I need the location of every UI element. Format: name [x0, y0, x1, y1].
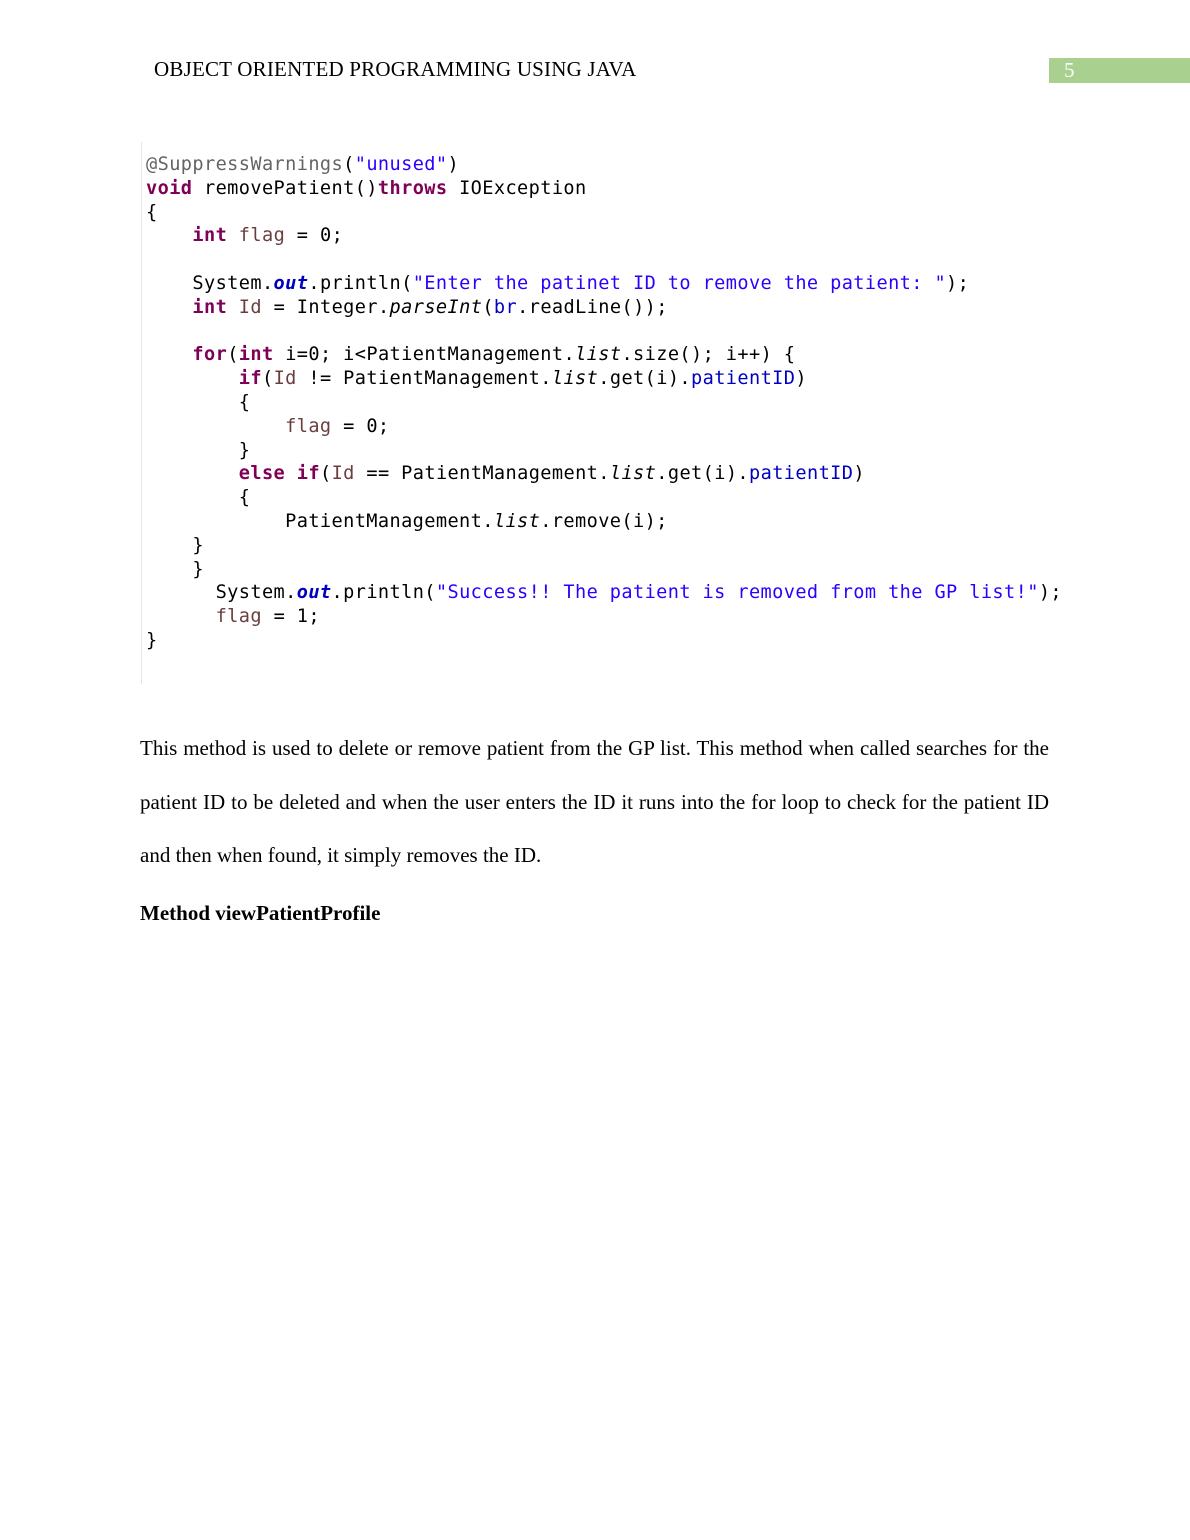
running-header-title: OBJECT ORIENTED PROGRAMMING USING JAVA	[154, 57, 637, 81]
code-line: {	[146, 391, 251, 413]
code-line: }	[146, 558, 204, 580]
code-line: int flag = 0;	[192, 225, 344, 247]
code-screenshot	[141, 142, 1102, 684]
code-line: @SuppressWarnings("unused")	[146, 154, 460, 175]
page-number-badge: 5	[1049, 58, 1190, 83]
code-line: flag = 0;	[285, 415, 390, 437]
code-line: }	[146, 534, 204, 556]
code-line: for(int i=0; i<PatientManagement.list.size(); i++) {	[192, 344, 796, 366]
code-line: void removePatient()throws IOException	[146, 177, 587, 199]
code-line: {	[146, 201, 158, 223]
code-line: {	[146, 487, 251, 509]
code-line: if(Id != PatientManagement.list.get(i).patientID)	[238, 368, 807, 390]
code-line	[146, 248, 1062, 272]
code-line: flag = 1;	[215, 606, 320, 628]
code-line: PatientManagement.list.remove(i);	[146, 510, 668, 532]
code-line: }	[146, 439, 251, 461]
code-block	[146, 153, 1062, 653]
code-line: System.out.println("Enter the patinet ID to remove the patient: ");	[146, 272, 970, 294]
code-line: System.out.println("Success!! The patient is removed from the GP list!");	[146, 582, 1063, 604]
code-line: else if(Id == PatientManagement.list.get(i).patientID)	[238, 463, 865, 485]
code-line: }	[146, 629, 158, 651]
code-line: int Id = Integer.parseInt(br.readLine());	[192, 296, 668, 318]
body-paragraph: This method is used to delete or remove patient from the GP list. This method when called searches for the patient ID to be deleted and when the user enters the ID it runs into the for loop to check for the patient ID and then when found, it simply removes the ID.	[140, 736, 1049, 867]
code-line	[146, 320, 1062, 344]
section-heading: Method viewPatientProfile	[140, 901, 381, 925]
